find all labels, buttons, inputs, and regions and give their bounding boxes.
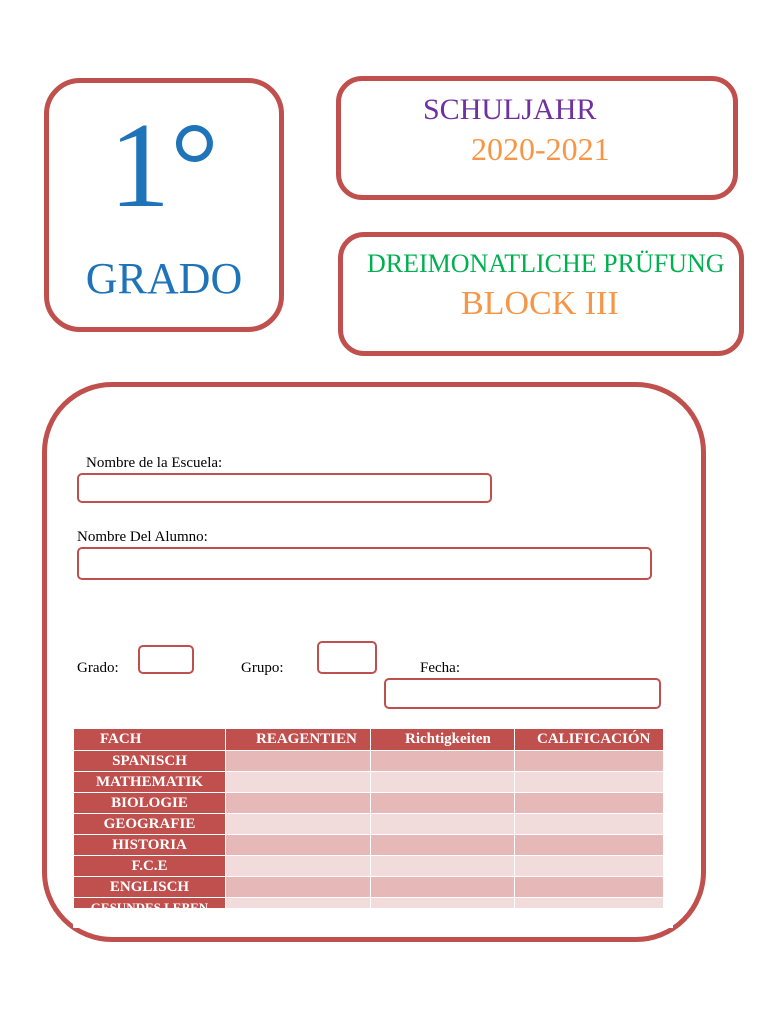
subject-name: ENGLISCH	[74, 877, 226, 898]
score-cell[interactable]	[515, 877, 664, 898]
table-row	[74, 856, 664, 877]
exam-block: BLOCK III	[461, 285, 619, 322]
subject-name: BIOLOGIE	[74, 793, 226, 814]
table-row	[74, 835, 664, 856]
items-cell[interactable]	[226, 751, 371, 772]
school-year-box	[336, 76, 738, 200]
correct-cell[interactable]	[371, 751, 515, 772]
items-cell[interactable]	[226, 835, 371, 856]
grade-word: GRADO	[85, 254, 243, 303]
date-field[interactable]	[384, 678, 661, 709]
group-field[interactable]	[317, 641, 377, 674]
table-row	[74, 814, 664, 835]
header-subject: FACH	[74, 729, 226, 751]
correct-cell[interactable]	[371, 877, 515, 898]
correct-cell[interactable]	[371, 856, 515, 877]
table-row	[74, 772, 664, 793]
items-cell[interactable]	[226, 856, 371, 877]
subject-name: HISTORIA	[74, 835, 226, 856]
correct-cell[interactable]	[371, 793, 515, 814]
table-row	[74, 751, 664, 772]
table-row	[74, 877, 664, 898]
header-items: REAGENTIEN	[226, 729, 371, 751]
score-cell[interactable]	[515, 751, 664, 772]
items-cell[interactable]	[226, 793, 371, 814]
score-cell[interactable]	[515, 835, 664, 856]
date-label: Fecha:	[420, 660, 460, 676]
exam-title: DREIMONATLICHE PRÜFUNG	[367, 249, 725, 278]
table-row	[74, 793, 664, 814]
school-year-label: SCHULJAHR	[423, 93, 597, 126]
score-cell[interactable]	[515, 856, 664, 877]
items-cell[interactable]	[226, 877, 371, 898]
table-header-row	[74, 729, 664, 751]
score-cell[interactable]	[515, 814, 664, 835]
subject-name: SPANISCH	[74, 751, 226, 772]
student-name-label: Nombre Del Alumno:	[77, 529, 208, 545]
score-cell[interactable]	[515, 772, 664, 793]
grade-number: 1°	[109, 98, 219, 233]
grades-table	[73, 728, 664, 919]
header-score: CALIFICACIÓN	[515, 729, 664, 751]
score-cell[interactable]	[515, 793, 664, 814]
school-year-value: 2020-2021	[471, 131, 610, 167]
table-cutoff	[73, 908, 673, 928]
correct-cell[interactable]	[371, 772, 515, 793]
school-name-field[interactable]	[77, 473, 492, 503]
subject-name: F.C.E	[74, 856, 226, 877]
school-name-label: Nombre de la Escuela:	[86, 455, 223, 471]
subject-name: MATHEMATIK	[74, 772, 226, 793]
items-cell[interactable]	[226, 772, 371, 793]
header-correct: Richtigkeiten	[371, 729, 515, 751]
correct-cell[interactable]	[371, 835, 515, 856]
student-name-field[interactable]	[77, 547, 652, 580]
subject-name: GEOGRAFIE	[74, 814, 226, 835]
grade-box	[44, 78, 284, 332]
group-label: Grupo:	[241, 660, 284, 676]
grade-label: Grado:	[77, 660, 119, 676]
exam-box	[338, 232, 744, 356]
items-cell[interactable]	[226, 814, 371, 835]
correct-cell[interactable]	[371, 814, 515, 835]
grade-field[interactable]	[138, 645, 194, 674]
